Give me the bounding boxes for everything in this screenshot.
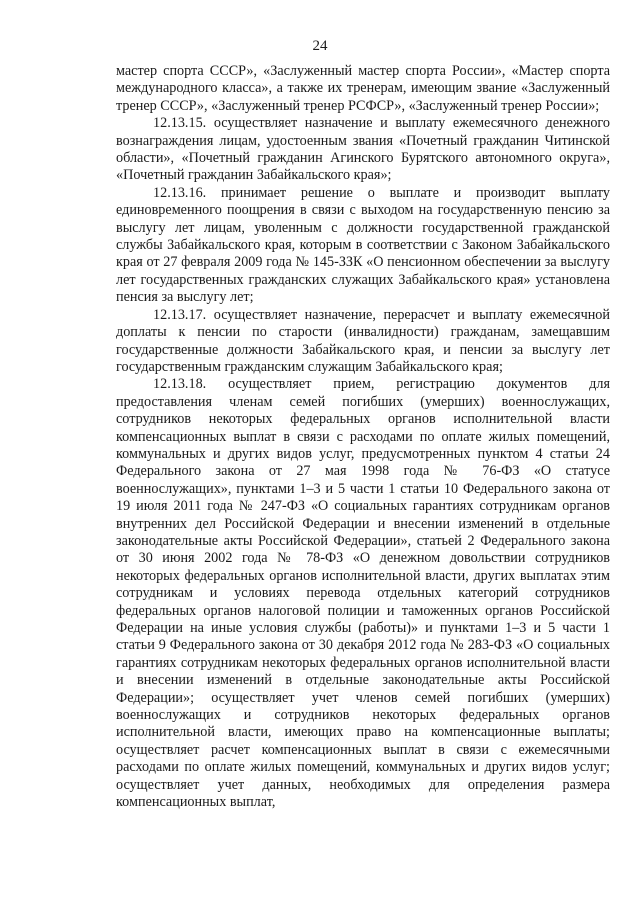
paragraph-12-13-17: 12.13.17. осуществляет назначение, перерасчет и выплату ежемесячной доплаты к пенсии по старости (инвалидности) гражданам, замещавшим государственные должности Забайкальского края, и пенсии за выслугу лет государственным гражданским служащим Забайкальского края;	[116, 306, 610, 375]
paragraph-12-13-16: 12.13.16. принимает решение о выплате и производит выплату единовременного поощрения в связи с выходом на государственную пенсию за выслугу лет лицам, уволенным с должности государственной гражданской службы Забайкальского края, которым в соответствии с Законом Забайкальского края от 27 февраля 2009 года № 145-ЗЗК «О пенсионном обеспечении за выслугу лет государственных гражданских служащих Забайкальского края» установлена пенсия за выслугу лет;	[116, 184, 610, 306]
document-body	[116, 63, 610, 811]
paragraph-12-13-15: 12.13.15. осуществляет назначение и выплату ежемесячного денежного вознаграждения лицам, удостоенным звания «Почетный гражданин Читинской области», «Почетный гражданин Агинского Бурятского автономного округа», «Почетный гражданин Забайкальского края»;	[116, 115, 610, 184]
continuation-paragraph: мастер спорта СССР», «Заслуженный мастер спорта России», «Мастер спорта международного класса», а также их тренерам, имеющим звание «Заслуженный тренер СССР», «Заслуженный тренер РСФСР», «Заслуженный тренер России»;	[116, 63, 610, 114]
paragraph-12-13-18: 12.13.18. осуществляет прием, регистрацию документов для предоставления членам семей погибших (умерших) военнослужащих, сотрудников некоторых федеральных органов исполнительной власти компенсационных выплат в связи с расходами по оплате жилых помещений, коммунальных и других видов услуг, предусмотренных пунктом 4 статьи 24 Федерального закона от 27 мая 1998 года № 76-ФЗ «О статусе военнослужащих», пунктами 1–3 и 5 части 1 статьи 10 Федерального закона от 19 июля 2011 года № 247-ФЗ «О социальных гарантиях сотрудникам органов внутренних дел Российской Федерации и внесении изменений в отдельные законодательные акты Российской Федерации», статьей 2 Федерального закона от 30 июня 2002 года № 78-ФЗ «О денежном довольствии сотрудников некоторых федеральных органов исполнительной власти, других выплатах этим сотрудникам и условиях перевода отдельных категорий сотрудников федеральных органов налоговой полиции и таможенных органов Российской Федерации на иные условия службы (работы)» и пунктами 1–3 и 5 части 1 статьи 9 Федерального закона от 30 декабря 2012 года № 283-ФЗ «О социальных гарантиях сотрудникам некоторых федеральных органов исполнительной власти и внесении изменений в отдельные законодательные акты Российской Федерации»; осуществляет учет членов семей погибших (умерших) военнослужащих и сотрудников некоторых федеральных органов исполнительной власти, имеющих право на компенсационные выплаты; осуществляет расчет компенсационных выплат в связи с ежемесячными расходами по оплате жилых помещений, коммунальных и других видов услуг; осуществляет учет данных, необходимых для определения размера компенсационных выплат,	[116, 376, 610, 811]
page-number: 24	[312, 38, 328, 54]
